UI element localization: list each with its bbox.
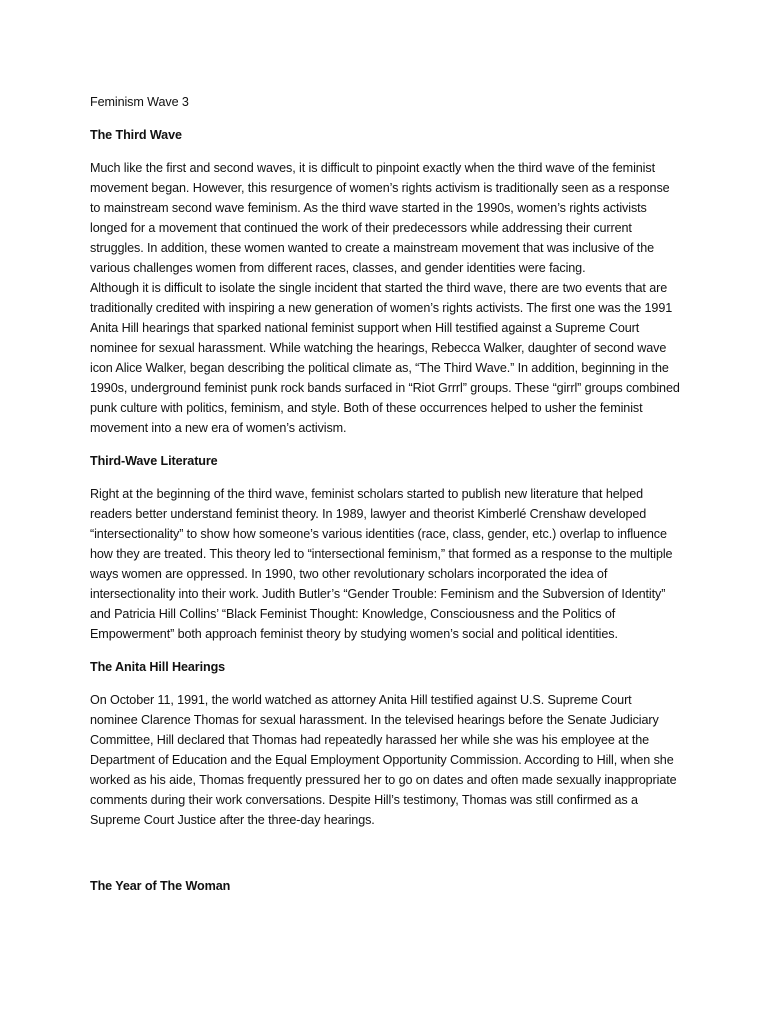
document-page bbox=[90, 92, 680, 909]
paragraph-third-wave-1: Much like the first and second waves, it is difficult to pinpoint exactly when the third wave of the feminist movement began. However, this resurgence of women’s rights activism is traditionally seen as a response to mainstream second wave feminism. As the third wave started in the 1990s, women’s rights activists longed for a movement that continued the work of their predecessors while addressing their current struggles. In addition, these women wanted to create a mainstream movement that was inclusive of the various challenges women from different races, classes, and gender identities were facing. bbox=[90, 161, 670, 275]
section-heading-third-wave-literature: Third-Wave Literature bbox=[90, 454, 218, 468]
paragraph-third-wave-2: Although it is difficult to isolate the single incident that started the third wave, there are two events that are traditionally credited with inspiring a new generation of women’s rights activists. The first one was the 1991 Anita Hill hearings that sparked national feminist support when Hill testified against a Supreme Court nominee for sexual harassment. While watching the hearings, Rebecca Walker, daughter of second wave icon Alice Walker, began describing the political climate as, “The Third Wave.” In addition, beginning in the 1990s, underground feminist punk rock bands surfaced in “Riot Grrrl” groups. These “girrl” groups combined punk culture with politics, feminism, and style. Both of these occurrences helped to usher the feminist movement into a new era of women’s activism. bbox=[90, 281, 680, 435]
section-heading-third-wave: The Third Wave bbox=[90, 128, 182, 142]
document-title: Feminism Wave 3 bbox=[90, 95, 189, 109]
section-heading-anita-hill-hearings: The Anita Hill Hearings bbox=[90, 660, 226, 674]
paragraph-third-wave-literature: Right at the beginning of the third wave, feminist scholars started to publish new literature that helped readers better understand feminist theory. In 1989, lawyer and theorist Kimberlé Crenshaw developed “intersectionality” to show how someone’s various identities (race, class, gender, etc.) overlap to influence how they are treated. This theory led to “intersectional feminism,” that formed as a response to the multiple ways women are oppressed. In 1990, two other revolutionary scholars incorporated the idea of intersectionality into their work. Judith Butler’s “Gender Trouble: Feminism and the Subversion of Identity” and Patricia Hill Collins’ “Black Feminist Thought: Knowledge, Consciousness and the Politics of Empowerment” both approach feminist theory by studying women’s social and political identities. bbox=[90, 487, 673, 641]
paragraph-anita-hill-hearings: On October 11, 1991, the world watched as attorney Anita Hill testified against U.S. Supreme Court nominee Clarence Thomas for sexual harassment. In the televised hearings before the Senate Judiciary Committee, Hill declared that Thomas had repeatedly harassed her while she was his employee at the Department of Education and the Equal Employment Opportunity Commission. According to Hill, when she worked as his aide, Thomas frequently pressured her to go on dates and often made sexually inappropriate comments during their work conversations. Despite Hill’s testimony, Thomas was still confirmed as a Supreme Court Justice after the three-day hearings. bbox=[90, 693, 677, 827]
section-heading-year-of-the-woman: The Year of The Woman bbox=[90, 879, 231, 893]
